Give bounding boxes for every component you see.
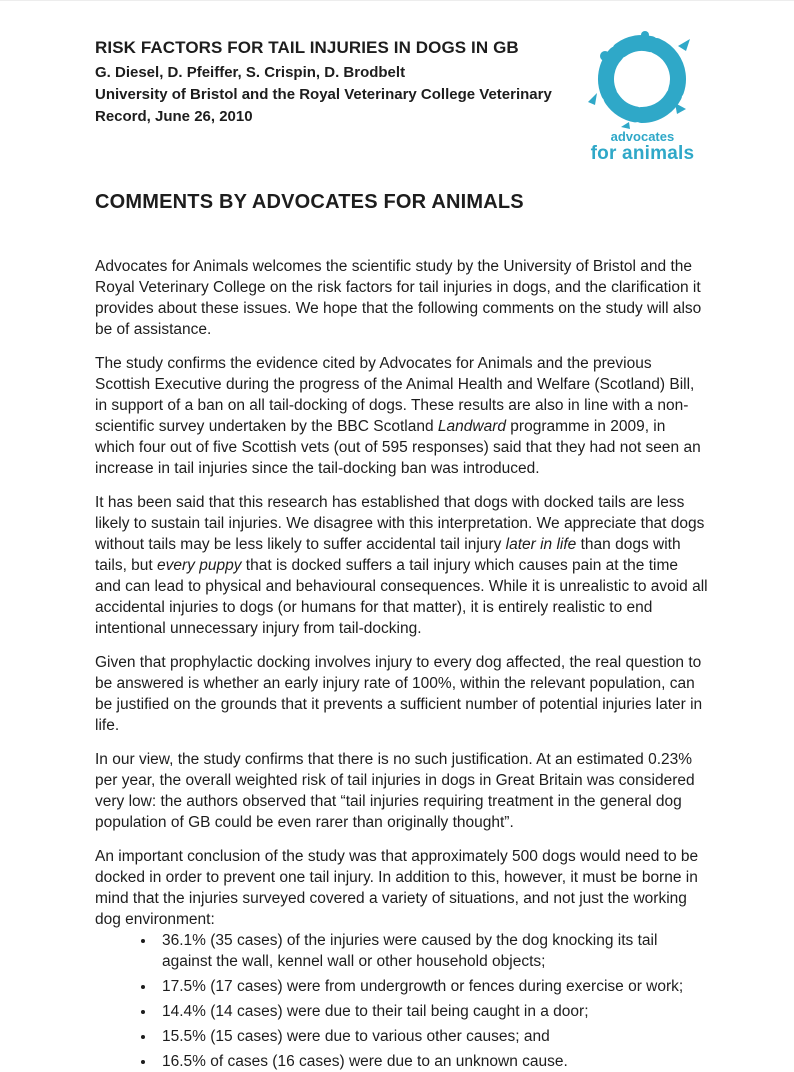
injury-cause-item: • 14.4% (14 cases) were due to their tail being caught in a door; [156,1001,708,1022]
injury-cause-item: • 16.5% of cases (16 cases) were due to an unknown cause. [156,1051,708,1072]
document-header [95,37,708,164]
text-run: programme in 2009, in which four out of five Scottish vets (out of 595 responses) said that they had not seen an increase in tail injuries since the tail-docking ban was introduced. [95,418,701,477]
affiliation-line: University of Bristol and the Royal Veterinary College Veterinary Record, June 26, 2010 [95,86,552,125]
italic-text: later in life [505,536,577,553]
text-run: In our view, the study confirms that there is no such justification. At an estimated 0.23% per year, the overall weighted risk of tail injuries in dogs in Great Britain was considered very low: the authors observed that “tail injuries requiring treatment in the general dog population of GB could be even rarer than originally thought”. [95,751,695,831]
text-run: An important conclusion of the study was that approximately 500 dogs would need to be docked in order to prevent one tail injury. In addition to this, however, it must be borne in mind that the injuries surveyed covered a variety of situations, and not just the working dog environment: [95,848,699,928]
paragraph [95,256,708,340]
paragraph [95,652,708,736]
italic-text: Landward [437,418,506,435]
text-run: that is docked suffers a tail injury which causes pain at the time and can lead to physical and behavioural consequences. While it is unrealistic to avoid all accidental injuries to dogs (or humans for that matter), it is entirely realistic to end intentional unnecessary injury from tail-docking. [95,557,708,637]
paragraph [95,749,708,833]
injury-cause-item: • 15.5% (15 cases) were due to various other causes; and [156,1026,708,1047]
logo-wordmark-line2: for animals [590,143,695,164]
logo-wordmark-line1: advocates [610,129,675,144]
header-text-block [95,37,577,128]
text-run: It has been said that this research has established that dogs with docked tails are less likely to sustain tail injuries. We disagree with this interpretation. We appreciate that dogs without tails may be less likely to suffer accidental tail injury [95,494,705,553]
document-title: RISK FACTORS FOR TAIL INJURIES IN DOGS IN GB [95,38,519,57]
paragraph [95,492,708,639]
document-body [95,256,708,1072]
animal-circle-logo-icon [581,29,703,129]
paragraph [95,846,708,930]
injury-cause-item: • 17.5% (17 cases) were from undergrowth or fences during exercise or work; [156,976,708,997]
logo-wordmark [591,130,695,164]
injury-cause-item: • 36.1% (35 cases) of the injuries were caused by the dog knocking its tail against the wall, kennel wall or other household objects; [156,930,708,972]
paragraph [95,353,708,479]
comments-heading: COMMENTS BY ADVOCATES FOR ANIMALS [95,191,524,213]
text-run: Advocates for Animals welcomes the scientific study by the University of Bristol and the Royal Veterinary College on the risk factors for tail injuries in dogs, and the clarification it provides about these issues. We hope that the following comments on the study will also be of assistance. [95,258,702,338]
authors-line: G. Diesel, D. Pfeiffer, S. Crispin, D. Brodbelt [95,64,406,81]
injury-causes-list [95,930,708,1072]
text-run: Given that prophylactic docking involves injury to every dog affected, the real question to be answered is whether an early injury rate of 100%, within the relevant population, can be justified on the grounds that it prevents a sufficient number of potential injuries later in life. [95,654,703,734]
advocates-for-animals-logo [577,29,708,164]
italic-text: every puppy [157,557,242,574]
text-run: than dogs with tails, but [95,536,681,574]
text-run: The study confirms the evidence cited by Advocates for Animals and the previous Scottish Executive during the progress of the Animal Health and Welfare (Scotland) Bill, in support of a ban on all tail-docking of dogs. These results are also in line with a non-scientific survey undertaken by the BBC Scotland [95,355,695,435]
